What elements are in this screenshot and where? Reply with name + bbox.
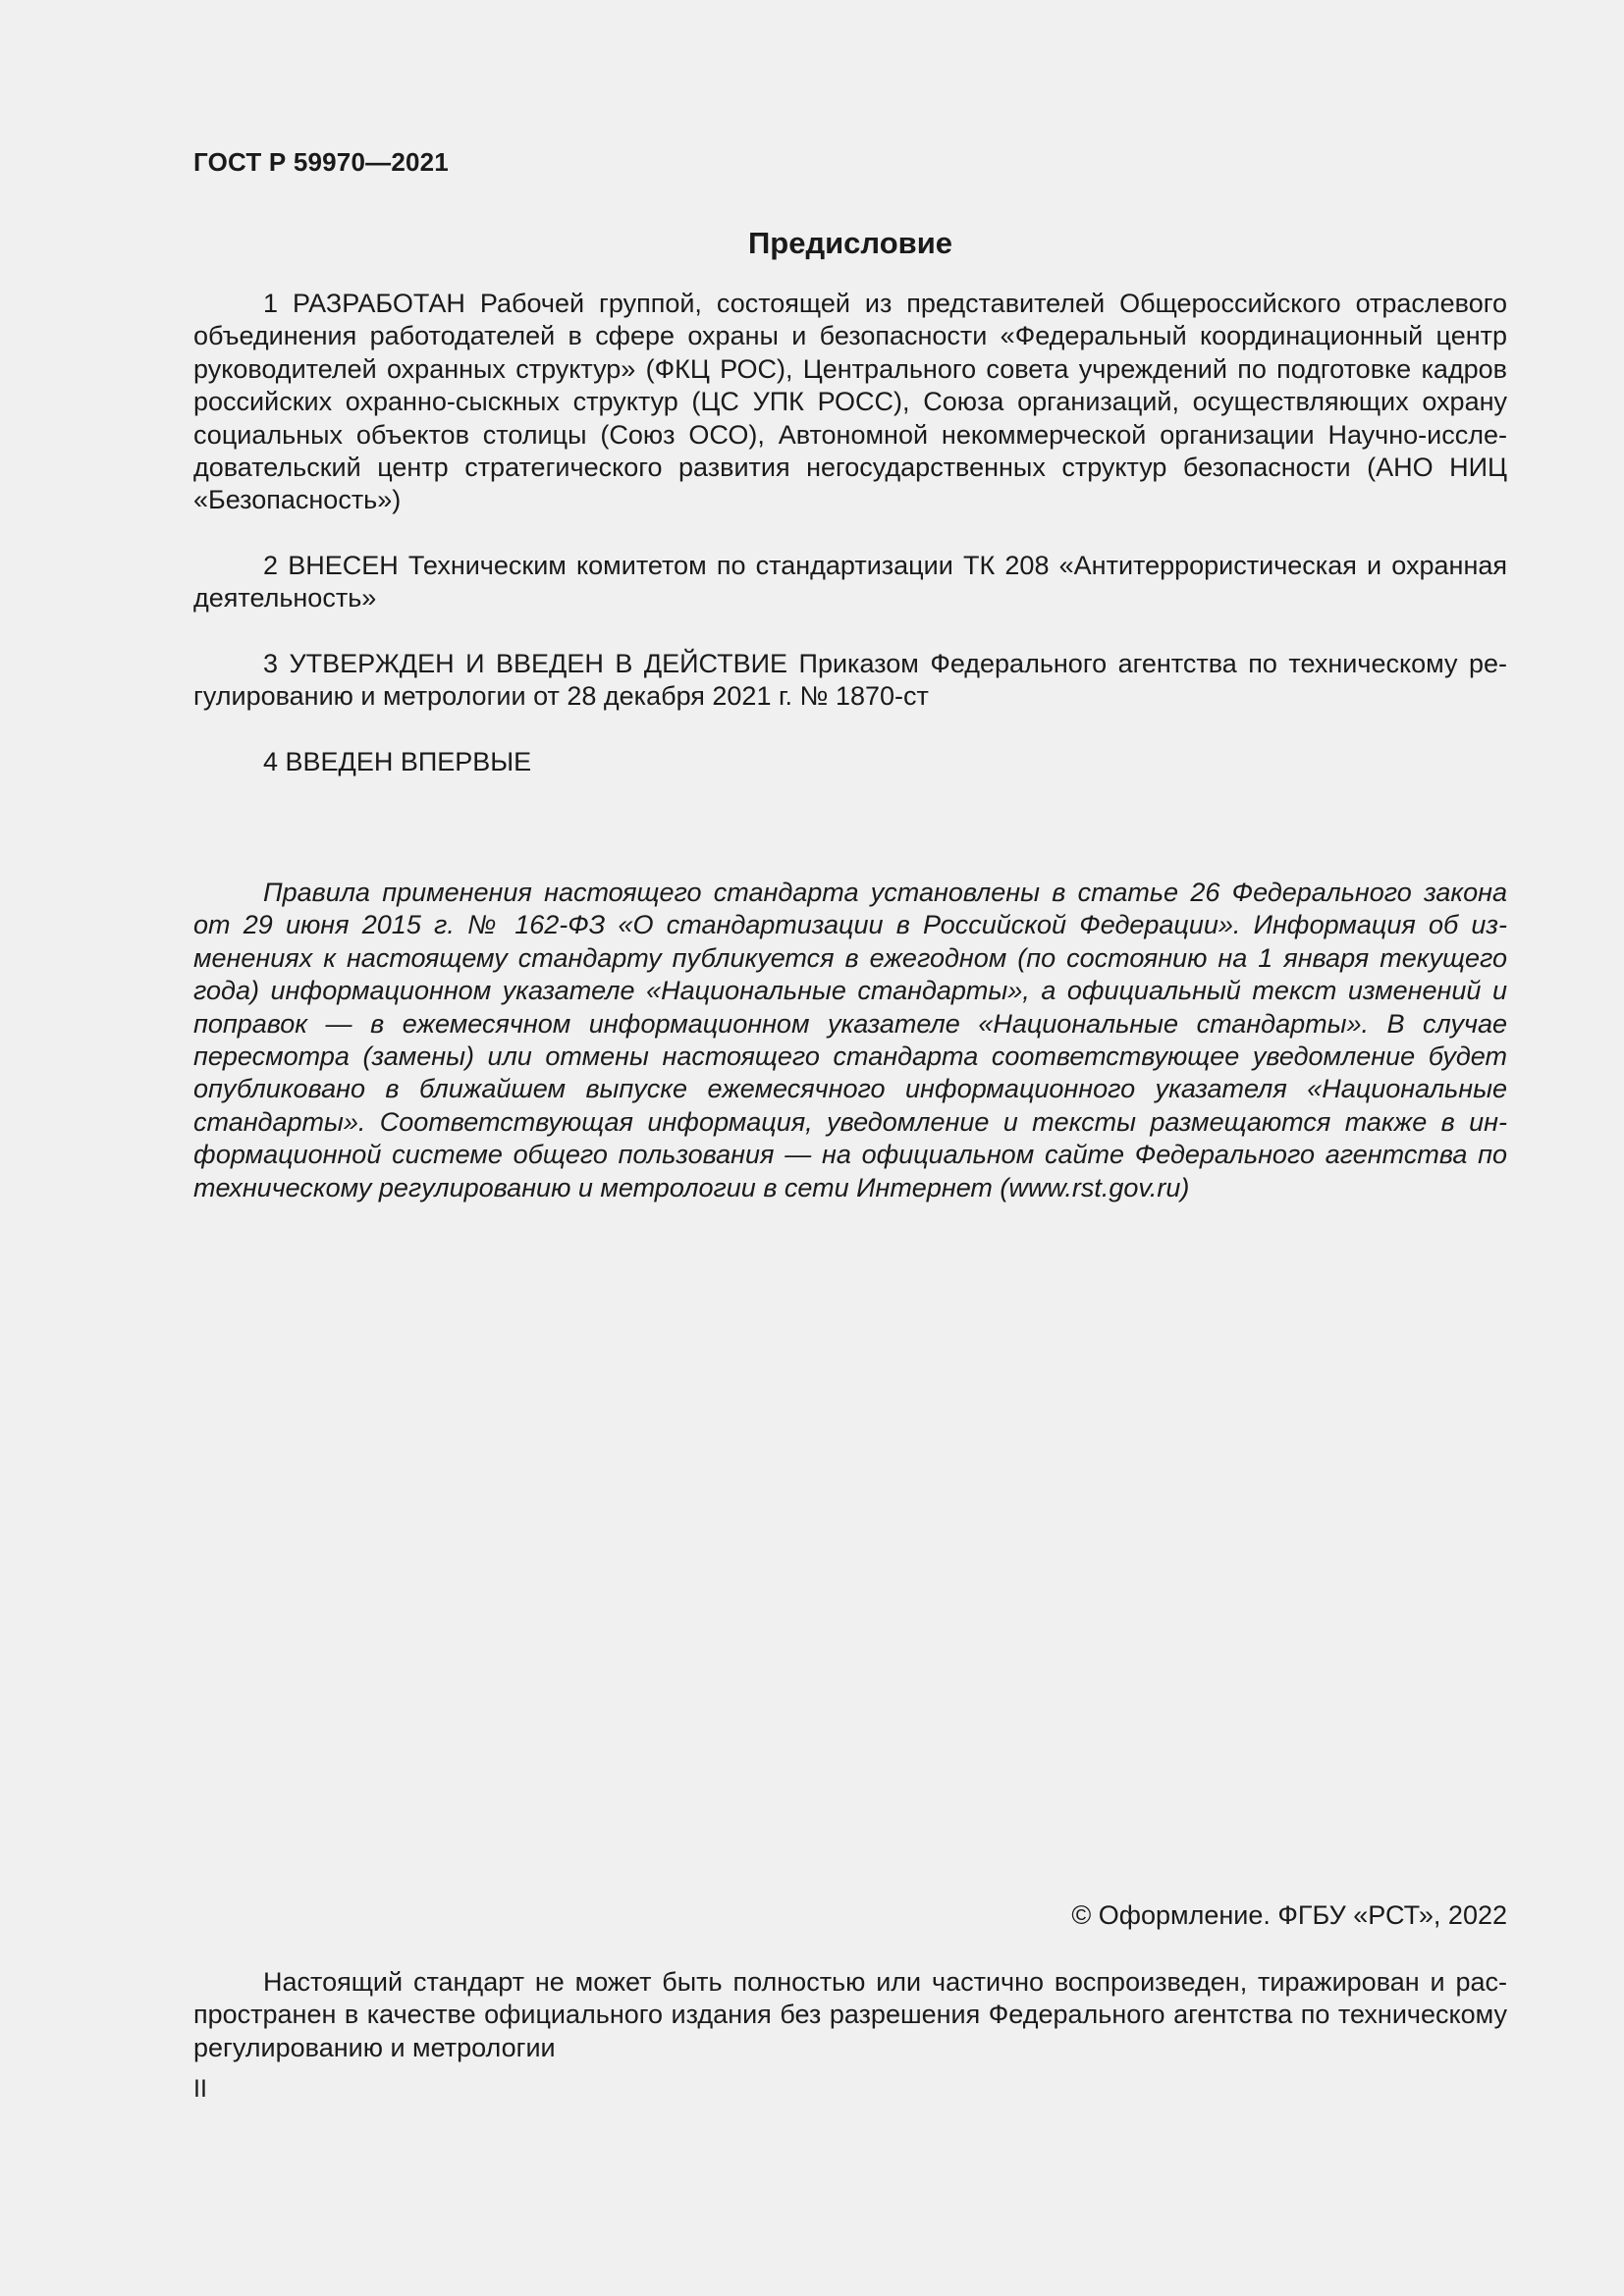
- page-number: II: [193, 2075, 207, 2103]
- foreword-item-4: 4 ВВЕДЕН ВПЕРВЫЕ: [263, 747, 532, 776]
- page-title: Предисловие: [747, 226, 952, 260]
- standard-code: ГОСТ Р 59970—2021: [193, 147, 449, 177]
- foreword-item-1: 1 РАЗРАБОТАН Рабочей группой, состоящей из представителей Общероссийского отраслевого объединения работодателей в сфере охраны и безопасности «Федеральный координационный центр руководителей охранных структур» (ФКЦ РОС), Центрального совета учреждений по подготовке кадров российских охранно-сыскных структур (ЦС УПК РОСС), Союза организаций, осуществляющих охрану социальных объектов столицы (Союз ОСО), Автономной некоммерческой организации Научно-исследовательский центр стратегического развития негосударственных структур безопасности (АНО НИЦ «Безопасность»): [193, 289, 1507, 515]
- application-rules-note: Правила применения настоящего стандарта установлены в статье 26 Федерального закона от 29 июня 2015 г. № 162-ФЗ «О стандартизации в Российской Федерации». Информация об изменениях к настоящему стандарту публикуется в ежегодном (по состоянию на 1 января текущего года) информационном указателе «Национальные стандарты», а официальный текст изменений и поправок — в ежемесячном информационном указателе «Национальные стандарты». В случае пересмотра (замены) или отмены настоящего стандарта соответствующее уведомление будет опубликовано в ближайшем выпуске ежемесячного информационного указателя «Национальные стандарты». Соответствующая информация, уведомление и тексты размещаются также в информационной системе общего пользования — на официальном сайте Федерального агентства по техническому регулированию и метрологии в сети Интернет (www.rst.gov.ru): [193, 878, 1507, 1202]
- foreword-item-2: 2 ВНЕСЕН Техническим комитетом по стандартизации ТК 208 «Антитеррористическая и охранная деятельность»: [193, 551, 1507, 614]
- document-page: [193, 0, 1507, 2296]
- foreword-item-3: 3 УТВЕРЖДЕН И ВВЕДЕН В ДЕЙСТВИЕ Приказом Федерального агентства по техническому регулированию и метрологии от 28 декабря 2021 г. № 1870-ст: [193, 649, 1507, 712]
- copyright-notice: © Оформление. ФГБУ «РСТ», 2022: [1071, 1900, 1507, 1930]
- reproduction-notice: Настоящий стандарт не может быть полностью или частично воспроизведен, тиражирован и распространен в качестве официального издания без разрешения Федерального агентства по техническому регулированию и метрологии: [193, 1967, 1507, 2062]
